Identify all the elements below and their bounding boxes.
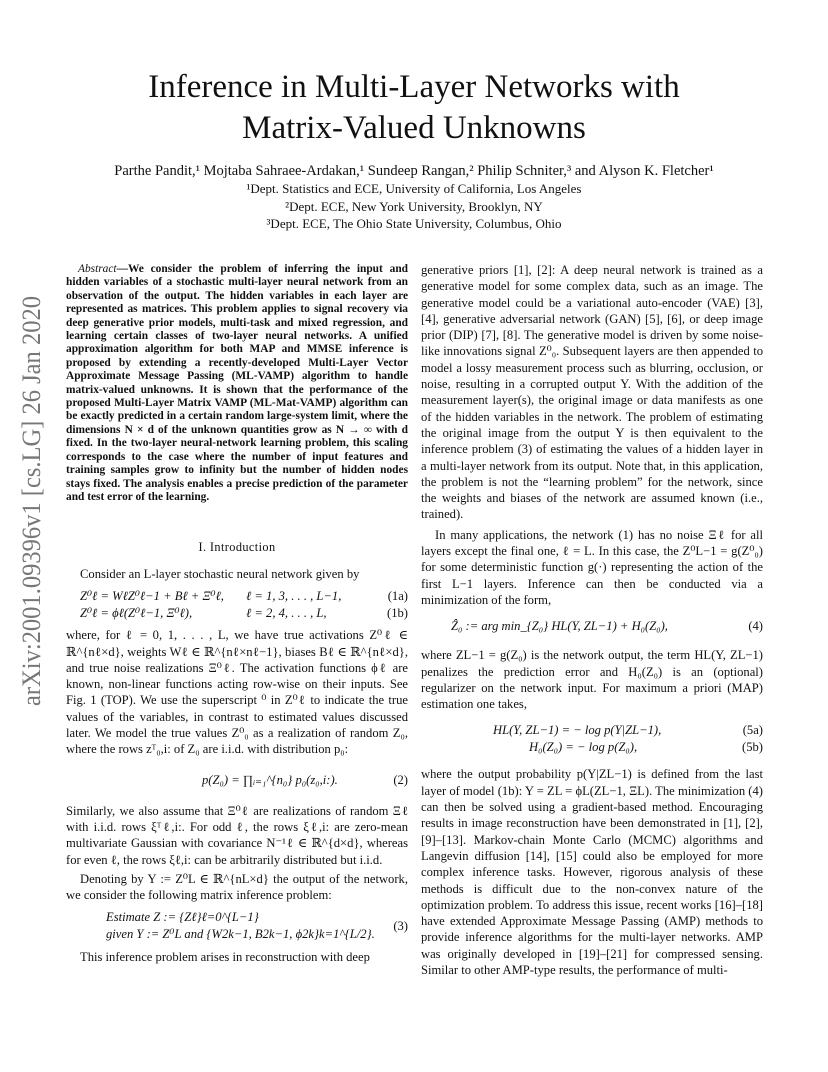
- abstract-label: Abstract: [78, 263, 117, 275]
- abstract: [66, 263, 408, 504]
- title-line-1: Inference in Multi-Layer Networks with: [148, 69, 680, 105]
- right-paragraph-1: generative priors [1], [2]: A deep neural network is trained as a generative model for some complex data, such as an image. The generative model could be a variational auto-encoder (VAE) [3], [4], generative adversarial network (GAN) [5], [6], or deep image prior (DIP) [7], [8]. The generative model is driven by some noise-like innovations signal Z⁰₀. Subsequent layers are then appended to model a lossy measurement process such as blurring, occlusion, or noise, resulting in a corrupted output Y. With the addition of the measurement layer(s), the original image or data manifests as one of the hidden variables in the network. The problem of estimating the original image from the output Y is then equivalent to the inference problem (3) of estimating the values of a hidden layer in a multi-layer network from its output. Note that, in this application, the problem is not the “learning problem” for the network, since the weights and biases of the network are assumed known (i.e., trained).: [421, 263, 763, 522]
- equation-1a-number: (1a): [387, 589, 408, 604]
- equation-3-number: (3): [393, 919, 408, 934]
- equation-1a-condition: ℓ = 1, 3, . . . , L−1,: [246, 589, 342, 604]
- abstract-text: —We consider the problem of inferring the input and hidden variables of a stochastic multi-layer neural network from an observation of the output. The hidden variables in each layer are represented as matrices. This problem applies to signal recovery via deep generative prior models, multi-task and mixed regression, and learning certain classes of two-layer neural networks. A unified approximation algorithm for both MAP and MMSE inference is proposed by extending a recently-developed Multi-Layer Vector Approximate Message Passing (ML-VAMP) algorithm to handle matrix-valued unknowns. It is shown that the performance of the proposed Multi-Layer Matrix VAMP (ML-Mat-VAMP) algorithm can be exactly predicted in a certain random large-system limit, where the dimensions N × d of the unknown quantities grow as N → ∞ with d fixed. In the two-layer neural-network learning problem, this scaling corresponds to the case where the number of input features and training samples grow to infinity but the number of hidden nodes stays fixed. The analysis enables a precise prediction of the parameter and test error of the learning.: [66, 263, 408, 503]
- right-paragraph-2: In many applications, the network (1) has no noise Ξℓ for all layers except the final one, ℓ = L. In this case, the Z⁰L−1 = g(Z⁰₀) for some deterministic function g(·) representing the action of the first L−1 layers. Inference can then be conducted via a minimization of the form,: [421, 527, 763, 607]
- equation-3-line-2: given Y := Z⁰L and {W2k−1, B2k−1, ϕ2k}k=1^{L/2}.: [106, 927, 375, 942]
- equation-3-line-1: Estimate Z := {Zℓ}ℓ=0^{L−1}: [106, 910, 259, 925]
- intro-paragraph-4: Denoting by Y := Z⁰L ∈ ℝ^{nL×d} the output of the network, we consider the following matrix inference problem:: [66, 871, 408, 903]
- arxiv-stamp-text: arXiv:2001.09396v1 [cs.LG] 26 Jan 2020: [17, 290, 46, 706]
- equation-1b-number: (1b): [387, 606, 408, 621]
- equation-3: [66, 909, 408, 943]
- intro-paragraph-1: Consider an L-layer stochastic neural network given by: [80, 567, 360, 581]
- intro-paragraph-5: This inference problem arises in reconstruction with deep: [80, 950, 370, 965]
- equation-5a-number: (5a): [742, 723, 763, 738]
- equation-1: [66, 588, 408, 622]
- equation-5: [421, 722, 763, 756]
- equation-5b: H₀(Z₀) = − log p(Z₀),: [529, 740, 638, 755]
- equation-4: [421, 618, 763, 635]
- equation-4-number: (4): [748, 619, 763, 634]
- author-list: Parthe Pandit,¹ Mojtaba Sahraee-Ardakan,¹ Sundeep Rangan,² Philip Schniter,³ and Alyson K. Fletcher¹: [114, 163, 714, 179]
- equation-2: [66, 772, 408, 789]
- right-paragraph-4: where the output probability p(Y|ZL−1) is defined from the last layer of model (1b): Y = ZL = ϕL(ZL−1, ΞL). The minimization (4) can then be solved using a gradient-based method. Encouraging results in image reconstruction have been demonstrated in [1], [2], [9]–[13]. Markov-chain Monte Carlo (MCMC) algorithms and Langevin diffusion [14], [15] could also be employed for more complex inference tasks. However, rigorous analysis of these methods is difficult due to the non-convex nature of the optimization problem. To address this issue, recent works [16]–[18] have extended Approximate Message Passing (AMP) methods to provide inference algorithms for the multi-layer networks. AMP was originally developed in [19]–[21] for compressed sensing. Similar to other AMP-type results, the performance of multi-: [421, 767, 763, 977]
- equation-1a: Z⁰ℓ = WℓZ⁰ℓ−1 + Bℓ + Ξ⁰ℓ,: [80, 589, 224, 604]
- equation-2-body: p(Z₀) = ∏ᵢ₌₁^{n₀} p₀(z₀,i:).: [202, 772, 338, 787]
- affiliation-1: ¹Dept. Statistics and ECE, University of California, Los Angeles: [246, 181, 582, 196]
- affiliation-2: ²Dept. ECE, New York University, Brooklyn, NY: [285, 199, 543, 214]
- equation-2-number: (2): [393, 772, 408, 787]
- equation-4-body: Ẑ₀ := arg min_{Z₀} HL(Y, ZL−1) + H₀(Z₀),: [451, 619, 668, 634]
- section-heading: I. Introduction: [198, 540, 276, 554]
- left-column: [66, 566, 408, 966]
- right-column: [421, 262, 763, 978]
- right-paragraph-3: where ZL−1 = g(Z₀) is the network output, the term HL(Y, ZL−1) penalizes the prediction error and H₀(Z₀) is an (optional) regularizer on the network input. For maximum a priori (MAP) estimation one takes,: [421, 648, 763, 712]
- affiliation-3: ³Dept. ECE, The Ohio State University, Columbus, Ohio: [266, 216, 562, 231]
- equation-1b-condition: ℓ = 2, 4, . . . , L,: [246, 606, 327, 621]
- arxiv-stamp: [14, 290, 44, 710]
- intro-paragraph-3: Similarly, we also assume that Ξ⁰ℓ are realizations of random Ξℓ with i.i.d. rows ξᵀℓ,i:. For odd ℓ, the rows ξℓ,i: are zero-mean multivariate Gaussian with covariance N⁻¹ℓ ∈ ℝ^{d×d}, whereas for even ℓ, the rows ξℓ,i: can be arbitrarily distributed but i.i.d.: [66, 803, 408, 867]
- equation-5b-number: (5b): [742, 740, 763, 755]
- paper-title: [0, 67, 828, 149]
- intro-paragraph-2: where, for ℓ = 0, 1, . . . , L, we have true activations Z⁰ℓ ∈ ℝ^{nℓ×d}, weights Wℓ ∈ ℝ^{nℓ×nℓ−1}, biases Bℓ ∈ ℝ^{nℓ×d}, and true noise realizations Ξ⁰ℓ. The activation functions ϕℓ are known, non-linear functions acting row-wise on their inputs. See Fig. 1 (TOP). We use the superscript ⁰ in Z⁰ℓ to indicate the true values of the variables, in contrast to estimated values discussed later. We model the true values Z⁰₀ as a realization of random Z₀, where the rows zᵀ₀,i: of Z₀ are i.i.d. with distribution p₀:: [66, 628, 408, 757]
- equation-1b: Z⁰ℓ = ϕℓ(Z⁰ℓ−1, Ξ⁰ℓ),: [80, 606, 193, 621]
- equation-5a: HL(Y, ZL−1) = − log p(Y|ZL−1),: [493, 723, 662, 738]
- title-line-2: Matrix-Valued Unknowns: [242, 110, 586, 146]
